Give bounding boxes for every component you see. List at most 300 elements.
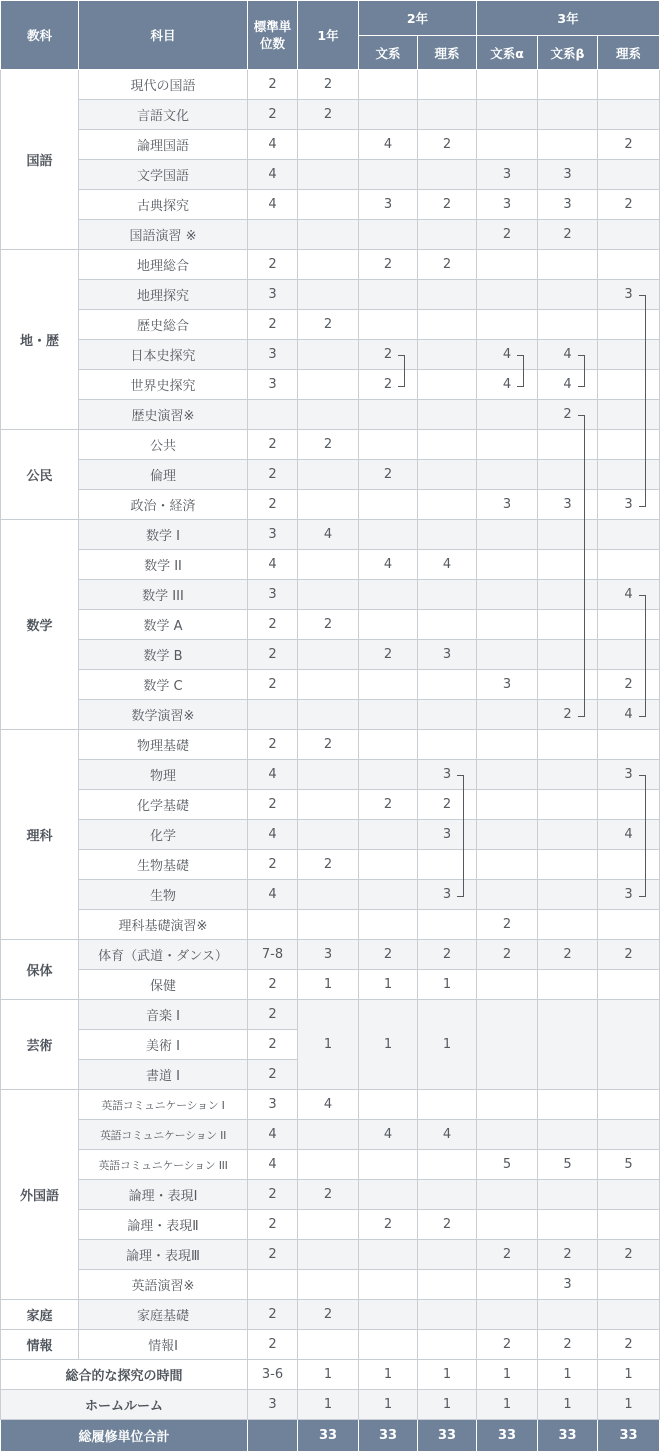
subject-cell: 英語演習※ [79,1270,248,1300]
y3-rikei-cell: 5 [598,1150,660,1180]
standard-units-cell: 2 [248,1030,298,1060]
y3-bunkei-a-cell [477,1000,538,1090]
year1-cell [298,460,359,490]
category-cell: 家庭 [1,1300,79,1330]
y3-rikei-cell: 2 [598,670,660,700]
standard-units-cell: 2 [248,70,298,100]
y3-rikei-cell [598,790,660,820]
table-row [1,130,660,160]
standard-units-cell: 4 [248,820,298,850]
standard-units-cell: 3 [248,340,298,370]
y3-bunkei-a-cell: 2 [477,1330,538,1360]
y2-bunkei-cell [359,820,418,850]
y3-rikei-cell [598,1090,660,1120]
y3-bunkei-b-cell [538,790,598,820]
y3-bunkei-b-cell [538,640,598,670]
table-row [1,430,660,460]
y2-bunkei-cell: 2 [359,370,418,400]
subject-cell: 物理基礎 [79,730,248,760]
subject-cell: 地理総合 [79,250,248,280]
table-row [1,640,660,670]
y3-bunkei-b-cell [538,820,598,850]
y2-bunkei-cell [359,280,418,310]
year1-cell: 2 [298,310,359,340]
y2-bunkei-cell: 33 [359,1420,418,1452]
standard-units-cell: 2 [248,1300,298,1330]
y2-rikei-cell [418,430,477,460]
y2-rikei-cell [418,370,477,400]
y2-rikei-cell [418,610,477,640]
year1-cell: 1 [298,1390,359,1420]
y3-bunkei-a-cell: 4 [477,370,538,400]
y2-bunkei-cell [359,1270,418,1300]
standard-units-cell: 4 [248,1150,298,1180]
y2-bunkei-cell [359,610,418,640]
y3-rikei-cell: 1 [598,1390,660,1420]
subject-cell: 体育（武道・ダンス） [79,940,248,970]
y3-bunkei-b-cell [538,1210,598,1240]
table-row [1,1240,660,1270]
y3-bunkei-b-cell [538,430,598,460]
y3-bunkei-b-cell: 2 [538,220,598,250]
y2-bunkei-cell [359,70,418,100]
category-cell: 外国語 [1,1090,79,1300]
standard-units-cell: 2 [248,1330,298,1360]
standard-units-cell: 2 [248,1000,298,1030]
table-row [1,850,660,880]
subject-cell: 化学基礎 [79,790,248,820]
y3-bunkei-a-cell [477,640,538,670]
standard-units-cell: 3 [248,1090,298,1120]
y3-rikei-cell [598,550,660,580]
y3-bunkei-b-cell [538,100,598,130]
y2-rikei-cell: 2 [418,1210,477,1240]
standard-units-cell [248,1420,298,1452]
table-row [1,370,660,400]
y2-bunkei-cell: 1 [359,970,418,1000]
subject-cell: 数学 II [79,550,248,580]
subject-cell: 英語コミュニケーション II [79,1120,248,1150]
year1-cell [298,1120,359,1150]
y3-bunkei-b-cell [538,910,598,940]
table-row [1,340,660,370]
y2-bunkei-cell [359,910,418,940]
table-row [1,880,660,910]
table-row [1,1120,660,1150]
standard-units-cell: 2 [248,100,298,130]
category-cell: 理科 [1,730,79,940]
table-row [1,220,660,250]
standard-units-cell: 4 [248,880,298,910]
y2-rikei-cell: 33 [418,1420,477,1452]
y3-bunkei-b-cell: 2 [538,400,598,430]
y3-bunkei-a-cell [477,970,538,1000]
table-row [1,700,660,730]
subject-cell: 数学 I [79,520,248,550]
y2-bunkei-cell [359,1180,418,1210]
y2-rikei-cell [418,730,477,760]
standard-units-cell: 2 [248,460,298,490]
category-cell: 国語 [1,70,79,250]
y2-rikei-cell [418,1300,477,1330]
y3-bunkei-a-cell [477,520,538,550]
y3-rikei-cell: 33 [598,1420,660,1452]
standard-units-cell: 3 [248,370,298,400]
table-row [1,1150,660,1180]
table-row [1,280,660,310]
y2-rikei-cell: 1 [418,1390,477,1420]
year1-cell [298,190,359,220]
standard-units-cell: 4 [248,160,298,190]
y3-bunkei-a-cell [477,820,538,850]
year1-cell: 4 [298,1090,359,1120]
y3-bunkei-b-cell [538,760,598,790]
table-row [1,160,660,190]
y3-bunkei-a-cell: 33 [477,1420,538,1452]
y3-rikei-cell [598,70,660,100]
standard-units-cell: 3 [248,580,298,610]
table-row [1,400,660,430]
y3-bunkei-b-cell [538,670,598,700]
standard-units-cell: 4 [248,550,298,580]
y2-bunkei-cell [359,430,418,460]
y2-bunkei-cell [359,580,418,610]
y2-rikei-cell: 2 [418,190,477,220]
header-y2-bunkei: 文系 [359,36,418,70]
table-row [1,520,660,550]
year1-cell [298,1150,359,1180]
y3-bunkei-a-cell [477,850,538,880]
y3-bunkei-b-cell: 4 [538,340,598,370]
subject-cell: 歴史演習※ [79,400,248,430]
standard-units-cell: 2 [248,790,298,820]
y3-bunkei-a-cell: 1 [477,1360,538,1390]
header-subject: 科目 [79,1,248,70]
year1-cell: 2 [298,850,359,880]
y2-rikei-cell: 3 [418,880,477,910]
y2-rikei-cell [418,400,477,430]
y2-bunkei-cell [359,700,418,730]
year1-cell [298,790,359,820]
y2-rikei-cell: 3 [418,640,477,670]
y2-rikei-cell [418,580,477,610]
y2-bunkei-cell [359,100,418,130]
y3-bunkei-a-cell: 3 [477,670,538,700]
table-row [1,910,660,940]
y3-bunkei-b-cell: 1 [538,1360,598,1390]
y3-bunkei-a-cell: 3 [477,490,538,520]
y3-bunkei-b-cell [538,130,598,160]
y3-bunkei-a-cell [477,700,538,730]
y2-bunkei-cell: 2 [359,340,418,370]
y2-bunkei-cell: 1 [359,1000,418,1090]
standard-units-cell [248,700,298,730]
y2-bunkei-cell [359,1090,418,1120]
y3-rikei-cell [598,100,660,130]
y2-bunkei-cell: 3 [359,190,418,220]
y3-rikei-cell [598,850,660,880]
y3-rikei-cell: 4 [598,700,660,730]
subject-cell: 文学国語 [79,160,248,190]
standard-units-cell: 4 [248,760,298,790]
table-row [1,250,660,280]
y3-bunkei-a-cell [477,1270,538,1300]
header-category: 教科 [1,1,79,70]
y3-bunkei-b-cell [538,850,598,880]
y3-bunkei-a-cell [477,1090,538,1120]
year1-cell: 2 [298,610,359,640]
y3-bunkei-a-cell: 2 [477,940,538,970]
y2-bunkei-cell: 2 [359,1210,418,1240]
y3-bunkei-b-cell [538,1180,598,1210]
subject-cell: 英語コミュニケーション III [79,1150,248,1180]
year1-cell: 2 [298,1300,359,1330]
standard-units-cell [248,220,298,250]
y2-rikei-cell [418,1150,477,1180]
y3-bunkei-a-cell [477,460,538,490]
y3-rikei-cell [598,430,660,460]
subject-cell: 書道 I [79,1060,248,1090]
y3-bunkei-b-cell: 1 [538,1390,598,1420]
table-row [1,100,660,130]
y3-rikei-cell: 2 [598,940,660,970]
standard-units-cell: 2 [248,310,298,340]
table-row [1,790,660,820]
subject-cell: 保健 [79,970,248,1000]
y3-rikei-cell [598,400,660,430]
y2-rikei-cell: 4 [418,550,477,580]
y3-bunkei-a-cell [477,280,538,310]
category-cell: 公民 [1,430,79,520]
y2-bunkei-cell [359,730,418,760]
y2-rikei-cell: 1 [418,1000,477,1090]
y3-bunkei-a-cell [477,880,538,910]
standard-units-cell: 3 [248,280,298,310]
y3-bunkei-a-cell [477,310,538,340]
subject-cell: 理科基礎演習※ [79,910,248,940]
year1-cell: 1 [298,1360,359,1390]
subject-cell: 古典探究 [79,190,248,220]
y3-rikei-cell [598,520,660,550]
y3-bunkei-a-cell [477,760,538,790]
y2-rikei-cell [418,850,477,880]
y3-bunkei-b-cell [538,280,598,310]
header-y2-rikei: 理系 [418,36,477,70]
y2-bunkei-cell: 2 [359,460,418,490]
y2-bunkei-cell [359,490,418,520]
y2-bunkei-cell: 2 [359,940,418,970]
year1-cell [298,700,359,730]
y2-bunkei-cell: 1 [359,1390,418,1420]
table-row [1,1270,660,1300]
header-year3: 3年 [477,1,660,36]
y3-rikei-cell [598,160,660,190]
table-row [1,1180,660,1210]
y2-rikei-cell: 1 [418,970,477,1000]
y3-rikei-cell: 2 [598,1240,660,1270]
summary-label: ホームルーム [1,1390,248,1420]
year1-cell [298,1270,359,1300]
standard-units-cell: 3 [248,1390,298,1420]
y2-rikei-cell [418,1180,477,1210]
y2-bunkei-cell [359,670,418,700]
subject-cell: 論理国語 [79,130,248,160]
y2-bunkei-cell [359,1240,418,1270]
y3-bunkei-b-cell: 2 [538,700,598,730]
subject-cell: 論理・表現Ⅰ [79,1180,248,1210]
y2-bunkei-cell [359,220,418,250]
table-row [1,490,660,520]
y3-rikei-cell: 3 [598,880,660,910]
standard-units-cell: 2 [248,1060,298,1090]
y3-bunkei-a-cell: 1 [477,1390,538,1420]
year1-cell [298,670,359,700]
y2-bunkei-cell: 1 [359,1360,418,1390]
y3-bunkei-a-cell [477,100,538,130]
y3-bunkei-b-cell [538,310,598,340]
y2-bunkei-cell [359,520,418,550]
standard-units-cell: 2 [248,670,298,700]
y3-bunkei-a-cell [477,550,538,580]
y2-bunkei-cell [359,310,418,340]
y3-rikei-cell [598,1000,660,1090]
standard-units-cell: 3-6 [248,1360,298,1390]
year1-cell [298,280,359,310]
y3-bunkei-b-cell [538,550,598,580]
y3-rikei-cell [598,340,660,370]
header-y3-rikei: 理系 [598,36,660,70]
y3-bunkei-b-cell: 3 [538,160,598,190]
y3-bunkei-a-cell: 2 [477,1240,538,1270]
y2-rikei-cell [418,100,477,130]
y2-rikei-cell [418,460,477,490]
year1-cell [298,580,359,610]
year1-cell [298,250,359,280]
y2-bunkei-cell [359,1300,418,1330]
table-row [1,460,660,490]
standard-units-cell: 2 [248,970,298,1000]
y3-bunkei-b-cell: 4 [538,370,598,400]
total-label: 総履修単位合計 [1,1420,248,1452]
y3-bunkei-b-cell [538,730,598,760]
standard-units-cell: 2 [248,640,298,670]
subject-cell: 物理 [79,760,248,790]
category-cell: 情報 [1,1330,79,1360]
subject-cell: 生物基礎 [79,850,248,880]
subject-cell: 英語コミュニケーション I [79,1090,248,1120]
y3-bunkei-a-cell: 3 [477,190,538,220]
y3-bunkei-a-cell: 4 [477,340,538,370]
subject-cell: 日本史探究 [79,340,248,370]
y2-rikei-cell: 1 [418,1360,477,1390]
table-body [1,70,660,1452]
y3-rikei-cell: 1 [598,1360,660,1390]
year1-cell [298,370,359,400]
standard-units-cell: 2 [248,1240,298,1270]
y2-rikei-cell: 3 [418,760,477,790]
subject-cell: 論理・表現Ⅲ [79,1240,248,1270]
y3-rikei-cell [598,460,660,490]
y3-bunkei-b-cell [538,1120,598,1150]
y3-bunkei-a-cell [477,1210,538,1240]
subject-cell: 数学演習※ [79,700,248,730]
table-row [1,580,660,610]
header-year2: 2年 [359,1,477,36]
year1-cell [298,160,359,190]
year1-cell: 2 [298,430,359,460]
year1-cell [298,910,359,940]
y3-rikei-cell [598,1180,660,1210]
y3-rikei-cell [598,1300,660,1330]
standard-units-cell: 4 [248,1120,298,1150]
year1-cell: 2 [298,100,359,130]
y2-rikei-cell [418,340,477,370]
y3-rikei-cell: 4 [598,820,660,850]
year1-cell [298,340,359,370]
table-row [1,1330,660,1360]
y3-rikei-cell [598,370,660,400]
y3-bunkei-a-cell [477,250,538,280]
standard-units-cell: 2 [248,490,298,520]
y3-rikei-cell: 3 [598,280,660,310]
y2-rikei-cell [418,1330,477,1360]
subject-cell: 現代の国語 [79,70,248,100]
subject-cell: 数学 A [79,610,248,640]
y2-rikei-cell [418,220,477,250]
y3-rikei-cell [598,610,660,640]
y3-bunkei-b-cell [538,580,598,610]
y2-rikei-cell [418,280,477,310]
y3-bunkei-b-cell: 3 [538,490,598,520]
y3-bunkei-a-cell [477,610,538,640]
table-row [1,1210,660,1240]
y3-rikei-cell: 2 [598,130,660,160]
table-row [1,1000,660,1030]
y3-bunkei-b-cell [538,460,598,490]
y3-bunkei-a-cell [477,400,538,430]
category-cell: 数学 [1,520,79,730]
y3-rikei-cell: 3 [598,490,660,520]
year1-cell [298,1330,359,1360]
summary-row [1,1390,660,1420]
year1-cell [298,1240,359,1270]
year1-cell [298,1210,359,1240]
subject-cell: 世界史探究 [79,370,248,400]
year1-cell: 3 [298,940,359,970]
y3-bunkei-b-cell [538,610,598,640]
y2-bunkei-cell [359,1150,418,1180]
y3-rikei-cell [598,970,660,1000]
year1-cell: 33 [298,1420,359,1452]
y2-rikei-cell [418,1240,477,1270]
y3-rikei-cell [598,1270,660,1300]
standard-units-cell: 2 [248,250,298,280]
y3-bunkei-a-cell [477,1180,538,1210]
y3-rikei-cell: 2 [598,1330,660,1360]
year1-cell [298,400,359,430]
standard-units-cell: 2 [248,730,298,760]
y2-bunkei-cell: 2 [359,250,418,280]
summary-row [1,1360,660,1390]
table-row [1,730,660,760]
standard-units-cell [248,400,298,430]
y3-bunkei-b-cell [538,1000,598,1090]
y2-rikei-cell [418,520,477,550]
table-row [1,670,660,700]
standard-units-cell: 2 [248,430,298,460]
y2-rikei-cell [418,700,477,730]
y2-bunkei-cell: 4 [359,1120,418,1150]
